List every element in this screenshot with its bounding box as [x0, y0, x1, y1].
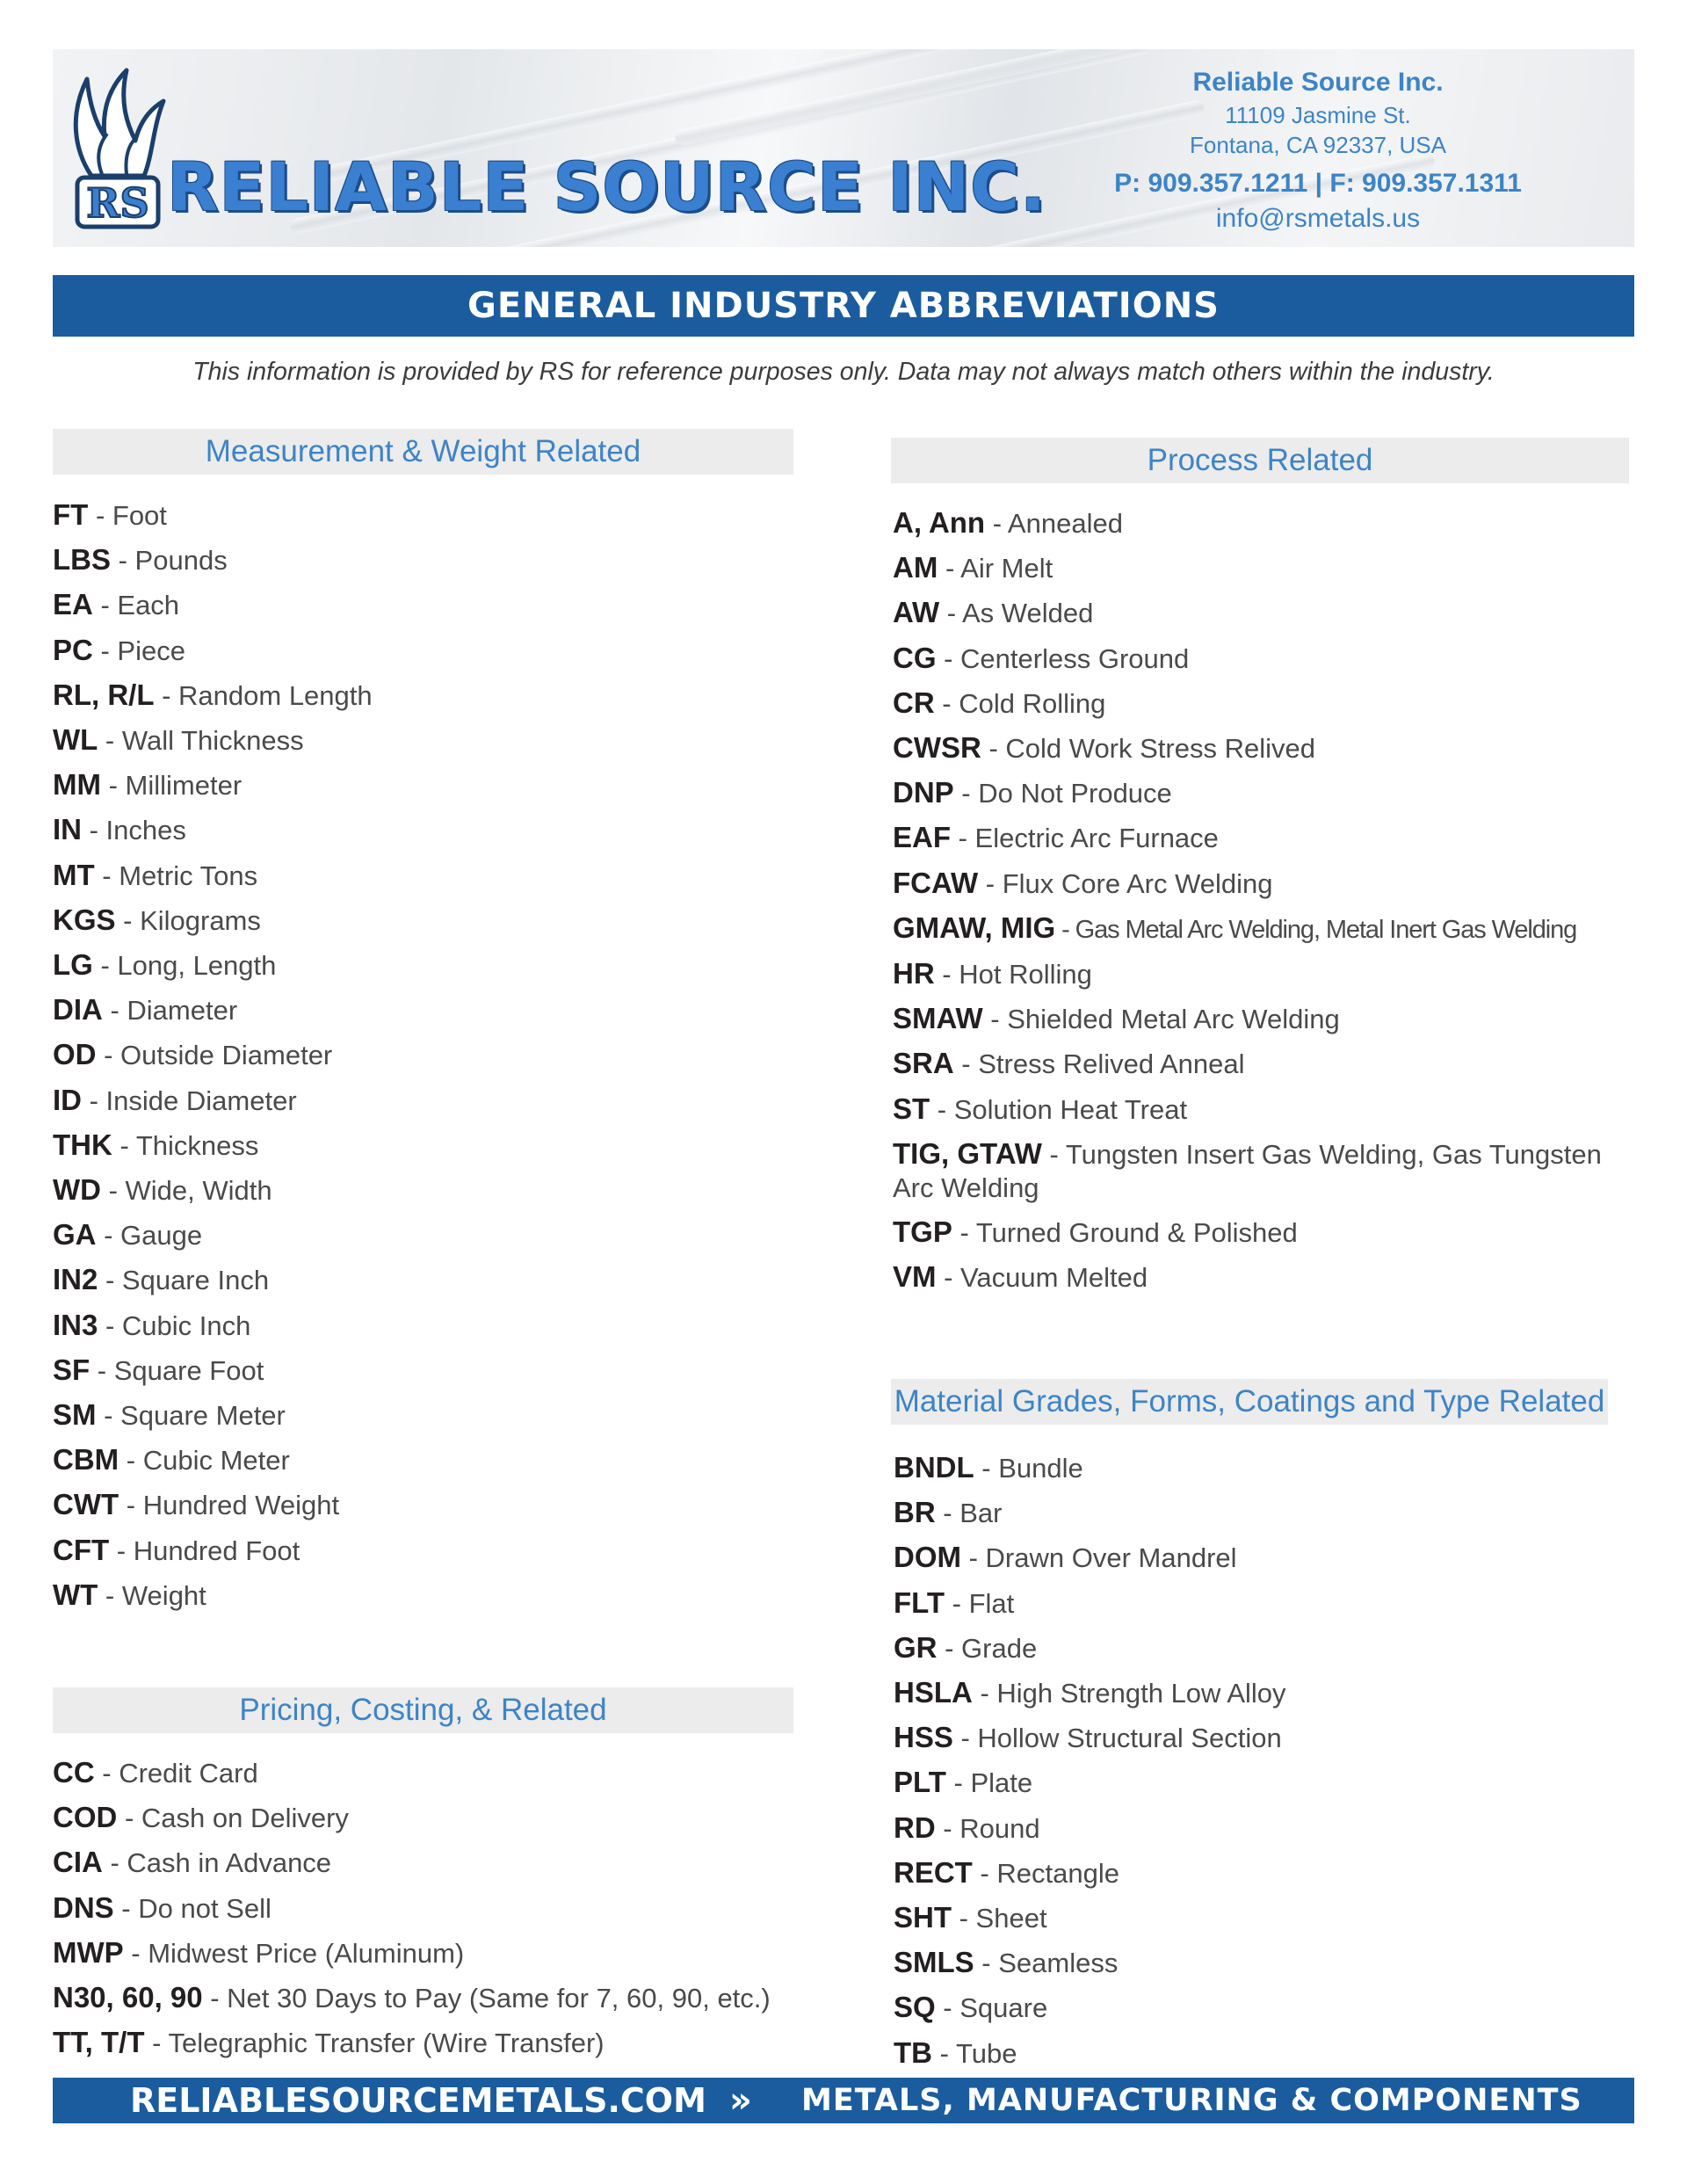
abbreviation-code: DIA	[53, 993, 103, 1027]
footer-bar	[53, 2078, 1634, 2123]
abbreviation-item	[893, 952, 1629, 997]
abbreviation-item	[893, 591, 1629, 635]
abbreviation-item	[893, 816, 1629, 860]
abbreviation-code: N30, 60, 90	[53, 1981, 203, 2014]
abbreviation-meaning: - Midwest Price (Aluminum)	[123, 1937, 465, 1969]
abbreviation-meaning: - Cash in Advance	[102, 1847, 332, 1879]
footer-tagline: METALS, MANUFACTURING & COMPONENTS	[801, 2083, 1582, 2118]
double-chevron-icon: »	[729, 2080, 752, 2121]
abbreviation-item	[53, 1840, 793, 1885]
abbreviation-meaning: - Shielded Metal Arc Welding	[982, 1004, 1340, 1035]
abbreviation-item	[894, 1491, 1608, 1535]
abbreviation-code: IN3	[53, 1308, 98, 1341]
abbreviation-item	[53, 1258, 793, 1302]
abbreviation-item	[53, 1528, 793, 1573]
abbreviation-meaning: - Gauge	[96, 1220, 203, 1252]
abbreviation-item	[894, 1851, 1608, 1896]
abbreviation-item	[53, 673, 793, 718]
address-street: 11109 Jasmine St.	[1225, 102, 1411, 128]
abbreviation-item	[53, 1483, 793, 1527]
abbreviation-item	[53, 1751, 793, 1796]
abbreviation-meaning: - Centerless Ground	[936, 642, 1190, 674]
abbreviation-meaning: - Pounds	[111, 545, 228, 577]
abbreviation-meaning: - Wall Thickness	[98, 725, 304, 757]
abbreviation-item	[53, 808, 793, 853]
abbreviation-code: A, Ann	[893, 506, 986, 539]
abbreviation-item	[893, 1041, 1629, 1086]
abbreviation-code: CFT	[53, 1533, 110, 1566]
abbreviation-code: FLT	[894, 1585, 945, 1619]
abbreviation-list	[53, 493, 793, 1618]
abbreviation-meaning: - Outside Diameter	[96, 1040, 333, 1071]
abbreviation-code: AW	[893, 596, 940, 629]
abbreviation-meaning: - Foot	[88, 500, 167, 531]
abbreviation-meaning: - Telegraphic Transfer (Wire Transfer)	[144, 2028, 605, 2059]
abbreviation-meaning: - Random Length	[154, 679, 373, 711]
section-heading: Measurement & Weight Related	[53, 429, 793, 475]
abbreviation-code: MM	[53, 768, 101, 802]
abbreviation-meaning: - Air Melt	[938, 553, 1053, 584]
abbreviation-code: IN	[53, 813, 82, 846]
abbreviation-item	[53, 1438, 793, 1483]
abbreviation-code: THK	[53, 1128, 112, 1161]
abbreviation-meaning: - Thickness	[112, 1129, 259, 1161]
abbreviation-item	[894, 1760, 1608, 1805]
abbreviation-code: CR	[893, 686, 935, 719]
abbreviation-code: SM	[53, 1398, 97, 1432]
abbreviation-list	[891, 501, 1629, 1300]
abbreviation-meaning: - Plate	[945, 1767, 1033, 1799]
abbreviation-meaning: - Flat	[945, 1587, 1015, 1619]
abbreviation-meaning: - Cubic Inch	[98, 1310, 251, 1341]
abbreviation-meaning: - Square Meter	[96, 1400, 286, 1432]
abbreviation-item	[53, 853, 793, 898]
abbreviation-meaning: - As Welded	[939, 598, 1094, 629]
abbreviation-list	[891, 1446, 1608, 2076]
abbreviation-code: MT	[53, 858, 95, 891]
abbreviation-item	[53, 943, 793, 988]
phone-fax: P: 909.357.1211 | F: 909.357.1311	[1114, 169, 1522, 198]
abbreviation-code: PC	[53, 633, 93, 666]
abbreviation-meaning: - Hot Rolling	[934, 959, 1092, 990]
abbreviation-item	[894, 1985, 1608, 2030]
abbreviation-item	[53, 628, 793, 673]
abbreviation-item	[53, 583, 793, 628]
company-name: Reliable Source Inc.	[1192, 68, 1444, 97]
abbreviation-meaning: - Drawn Over Mandrel	[961, 1542, 1237, 1574]
abbreviation-code: CG	[893, 641, 937, 674]
abbreviation-item	[53, 1931, 793, 1976]
section-measurement-weight	[53, 429, 793, 1618]
abbreviation-code: LG	[53, 948, 93, 982]
abbreviation-code: COD	[53, 1801, 118, 1834]
abbreviation-code: CC	[53, 1756, 95, 1789]
abbreviation-code: BNDL	[894, 1451, 974, 1484]
company-contact-block	[1019, 65, 1617, 236]
abbreviation-item	[893, 906, 1629, 952]
abbreviation-item	[53, 1078, 793, 1123]
abbreviation-item	[893, 636, 1629, 681]
abbreviation-meaning: - Tungsten Insert Gas Welding, Gas Tungsten Arc Welding	[893, 1138, 1602, 1203]
abbreviation-code: RD	[894, 1810, 936, 1844]
abbreviation-code: PLT	[894, 1766, 946, 1799]
abbreviation-meaning: - Do not Sell	[113, 1892, 272, 1924]
abbreviation-code: ST	[893, 1092, 930, 1125]
abbreviation-item	[894, 1941, 1608, 1985]
abbreviation-item	[893, 997, 1629, 1041]
abbreviation-meaning: - Solution Heat Treat	[930, 1093, 1188, 1125]
abbreviation-code: CWT	[53, 1488, 119, 1521]
abbreviation-item	[53, 1123, 793, 1168]
abbreviation-code: GA	[53, 1218, 97, 1252]
abbreviation-meaning: - Turned Ground & Polished	[952, 1216, 1298, 1248]
abbreviation-meaning: - Inside Diameter	[82, 1085, 297, 1116]
abbreviation-code: WD	[53, 1173, 101, 1207]
abbreviation-code: SMAW	[893, 1002, 983, 1035]
website-link[interactable]: RELIABLESOURCEMETALS.COM	[130, 2081, 706, 2120]
section-heading: Pricing, Costing, & Related	[53, 1687, 793, 1733]
abbreviation-code: TIG, GTAW	[893, 1136, 1042, 1170]
abbreviation-item	[53, 1796, 793, 1840]
abbreviation-code: WT	[53, 1578, 98, 1611]
abbreviation-item	[53, 2021, 793, 2065]
abbreviation-code: CWSR	[893, 731, 981, 765]
abbreviation-item	[893, 546, 1629, 591]
abbreviation-meaning: - Cash on Delivery	[117, 1803, 349, 1834]
abbreviation-code: SHT	[894, 1901, 952, 1934]
abbreviation-code: KGS	[53, 903, 116, 936]
abbreviation-code: LBS	[53, 543, 111, 577]
abbreviation-item	[893, 1210, 1629, 1255]
abbreviation-item	[53, 1393, 793, 1438]
abbreviation-item	[53, 718, 793, 763]
abbreviation-item	[53, 1886, 793, 1931]
email-link[interactable]: info@rsmetals.us	[1215, 204, 1421, 233]
abbreviation-code: GR	[894, 1630, 938, 1664]
section-pricing-costing	[53, 1687, 793, 2065]
address-city: Fontana, CA 92337, USA	[1190, 132, 1446, 158]
abbreviation-meaning: - Metric Tons	[94, 860, 258, 891]
abbreviation-item	[53, 1573, 793, 1618]
abbreviation-meaning: - Each	[92, 590, 180, 621]
abbreviation-meaning: - Long, Length	[92, 950, 277, 982]
abbreviation-code: CIA	[53, 1846, 103, 1879]
abbreviation-item	[53, 1976, 793, 2021]
abbreviation-item	[894, 1716, 1608, 1760]
abbreviation-meaning: - Bar	[935, 1498, 1003, 1529]
abbreviation-code: DNP	[893, 776, 954, 809]
header-banner	[53, 49, 1634, 247]
abbreviation-meaning: - Flux Core Arc Welding	[978, 867, 1273, 899]
abbreviation-meaning: - Rectangle	[972, 1857, 1119, 1889]
abbreviation-meaning: - Sheet	[952, 1903, 1047, 1934]
abbreviation-meaning: - Grade	[937, 1632, 1038, 1664]
section-heading: Process Related	[891, 438, 1629, 483]
abbreviation-item	[894, 2031, 1608, 2076]
abbreviation-meaning: - Credit Card	[94, 1758, 258, 1789]
abbreviation-code: TB	[894, 2035, 932, 2069]
abbreviation-item	[893, 861, 1629, 906]
abbreviation-code: CBM	[53, 1443, 119, 1477]
abbreviation-code: BR	[894, 1496, 936, 1529]
abbreviation-meaning: - Hundred Weight	[119, 1490, 340, 1521]
abbreviation-code: RECT	[894, 1855, 973, 1889]
abbreviation-meaning: - Diameter	[102, 995, 238, 1027]
abbreviation-item	[53, 898, 793, 943]
abbreviation-meaning: - Hundred Foot	[109, 1535, 300, 1566]
abbreviation-code: HSLA	[894, 1676, 973, 1709]
abbreviation-meaning: - Annealed	[985, 508, 1123, 539]
abbreviation-meaning: - Vacuum Melted	[936, 1262, 1148, 1294]
abbreviation-code: IN2	[53, 1263, 98, 1296]
abbreviation-meaning: - Inches	[82, 815, 186, 846]
abbreviation-code: GMAW, MIG	[893, 911, 1056, 944]
abbreviation-item	[894, 1806, 1608, 1851]
abbreviation-code: AM	[893, 551, 938, 584]
abbreviation-code: VM	[893, 1260, 937, 1294]
abbreviation-meaning: - Hollow Structural Section	[952, 1723, 1282, 1754]
abbreviation-code: WL	[53, 723, 98, 757]
abbreviation-code: HSS	[894, 1721, 953, 1754]
abbreviation-item	[53, 1213, 793, 1258]
section-material-grades	[891, 1379, 1608, 2076]
abbreviation-item	[53, 763, 793, 808]
abbreviation-code: EAF	[893, 821, 951, 854]
abbreviation-meaning: - Stress Relived Anneal	[953, 1048, 1245, 1080]
abbreviation-item	[893, 681, 1629, 726]
abbreviation-meaning: - Millimeter	[100, 770, 243, 802]
abbreviation-code: ID	[53, 1083, 82, 1116]
abbreviation-meaning: - Gas Metal Arc Welding, Metal Inert Gas Welding	[1055, 915, 1577, 944]
section-heading: Material Grades, Forms, Coatings and Type Related	[891, 1379, 1608, 1425]
abbreviation-item	[53, 1303, 793, 1348]
abbreviation-code: EA	[53, 588, 93, 621]
abbreviation-item	[53, 538, 793, 583]
abbreviation-meaning: - Bundle	[974, 1453, 1083, 1484]
abbreviation-item	[53, 1348, 793, 1393]
abbreviation-code: OD	[53, 1038, 97, 1071]
abbreviation-code: SQ	[894, 1991, 936, 2024]
abbreviation-code: SRA	[893, 1047, 954, 1080]
abbreviation-code: TGP	[893, 1215, 952, 1248]
abbreviation-meaning: - Do Not Produce	[953, 778, 1172, 809]
abbreviation-item	[893, 1255, 1629, 1300]
abbreviation-code: SMLS	[894, 1946, 974, 1979]
abbreviation-item	[894, 1535, 1608, 1580]
abbreviation-code: FT	[53, 498, 89, 531]
abbreviation-item	[53, 1033, 793, 1077]
abbreviation-meaning: - Square	[935, 1992, 1048, 2024]
abbreviation-item	[893, 771, 1629, 816]
abbreviation-meaning: - Cold Rolling	[934, 687, 1106, 719]
abbreviation-code: HR	[893, 957, 935, 990]
abbreviation-meaning: - Piece	[92, 635, 185, 666]
abbreviation-item	[53, 493, 793, 538]
page-title: GENERAL INDUSTRY ABBREVIATIONS	[53, 275, 1634, 337]
abbreviation-list	[53, 1751, 793, 2065]
abbreviation-item	[894, 1446, 1608, 1491]
abbreviation-item	[894, 1671, 1608, 1716]
abbreviation-item	[893, 501, 1629, 546]
abbreviation-item	[893, 726, 1629, 771]
logo-monogram: RS	[86, 179, 149, 227]
abbreviation-code: DNS	[53, 1890, 114, 1924]
abbreviation-item	[53, 988, 793, 1033]
abbreviation-meaning: - Wide, Width	[100, 1175, 272, 1207]
abbreviation-meaning: - Tube	[932, 2037, 1017, 2069]
disclaimer-text: This information is provided by RS for reference purposes only. Data may not always match others within the industry.	[192, 358, 1495, 386]
abbreviation-meaning: - Square Inch	[98, 1265, 270, 1296]
abbreviation-code: TT, T/T	[53, 2026, 145, 2059]
abbreviation-item	[894, 1626, 1608, 1671]
abbreviation-code: DOM	[894, 1541, 961, 1574]
abbreviation-meaning: - Cold Work Stress Relived	[981, 733, 1315, 765]
abbreviation-meaning: - Round	[935, 1812, 1040, 1844]
abbreviation-code: RL, R/L	[53, 678, 155, 711]
abbreviation-code: SF	[53, 1353, 91, 1386]
logo-flame-icon	[65, 62, 170, 237]
abbreviation-code: FCAW	[893, 866, 979, 899]
abbreviation-meaning: - Net 30 Days to Pay (Same for 7, 60, 90, etc.)	[202, 1983, 771, 2014]
abbreviation-meaning: - Kilograms	[115, 904, 261, 936]
abbreviation-meaning: - Electric Arc Furnace	[951, 823, 1219, 854]
abbreviation-item	[53, 1168, 793, 1213]
abbreviation-code: MWP	[53, 1935, 124, 1969]
abbreviation-item	[893, 1087, 1629, 1132]
section-process	[891, 438, 1629, 1300]
abbreviation-meaning: - Seamless	[974, 1948, 1119, 1979]
abbreviation-item	[894, 1581, 1608, 1626]
abbreviation-item	[894, 1896, 1608, 1941]
abbreviation-item	[893, 1132, 1629, 1210]
abbreviation-meaning: - Cubic Meter	[119, 1445, 290, 1477]
abbreviation-meaning: - Square Foot	[90, 1354, 264, 1386]
logo-wordmark: RELIABLE SOURCE INC.	[167, 148, 1046, 226]
abbreviation-meaning: - Weight	[98, 1579, 206, 1611]
abbreviation-meaning: - High Strength Low Alloy	[972, 1678, 1286, 1709]
